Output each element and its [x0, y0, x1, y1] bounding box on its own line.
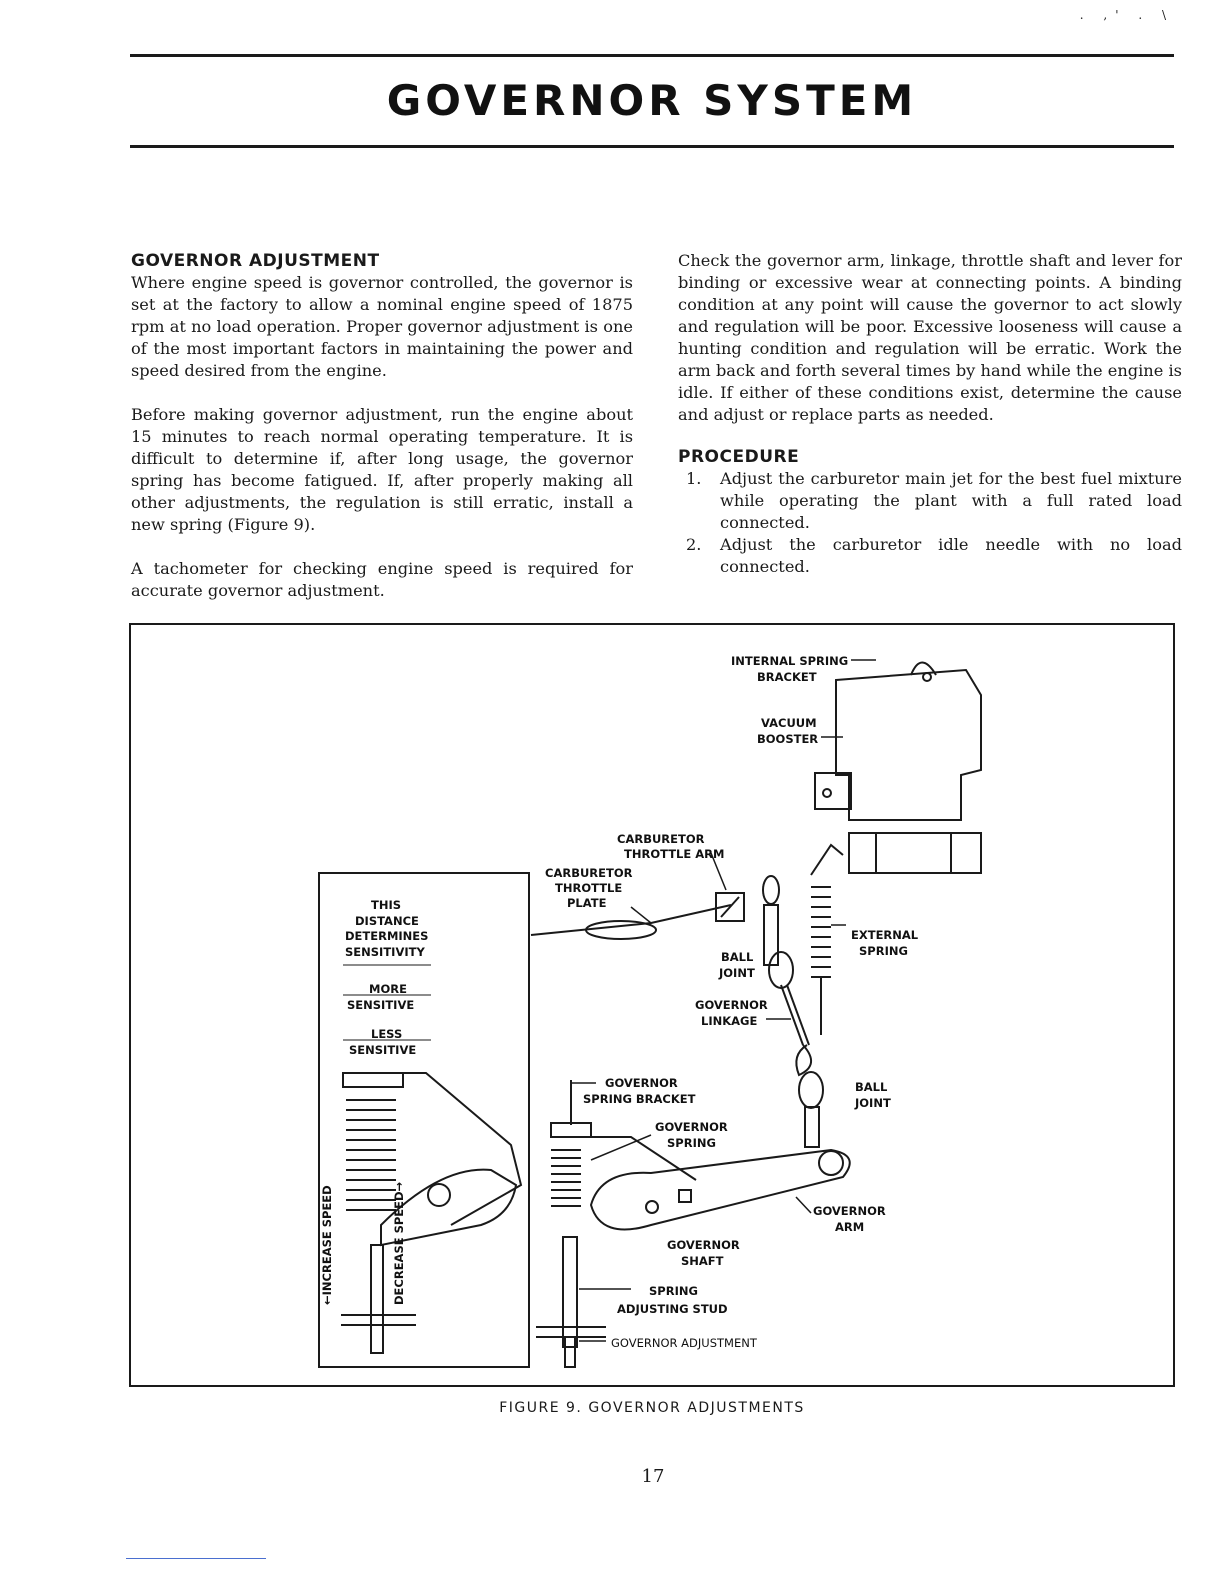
label-gov-shaft-1: GOVERNOR	[667, 1238, 740, 1252]
procedure-heading: PROCEDURE	[678, 447, 800, 467]
title-rule-bottom	[130, 145, 1174, 148]
title-rule-top	[130, 54, 1174, 57]
list-item: 2. Adjust the carburetor idle needle with no load connected.	[686, 535, 1182, 576]
label-gov-spring-1: GOVERNOR	[655, 1120, 728, 1134]
label-stud-2: ADJUSTING STUD	[617, 1302, 728, 1316]
figure-caption: FIGURE 9. GOVERNOR ADJUSTMENTS	[499, 1400, 805, 1416]
label-internal-spring: INTERNAL SPRING	[731, 654, 849, 668]
figure-9	[129, 623, 1175, 1387]
label-carb-arm-1: CARBURETOR	[617, 832, 705, 846]
label-stud-1: SPRING	[649, 1284, 698, 1298]
label-gov-adjustment: GOVERNOR ADJUSTMENT	[611, 1336, 757, 1350]
page-number: 17	[641, 1466, 665, 1487]
footer-line	[126, 1558, 266, 1559]
paragraph: A tachometer for checking engine speed is required for accurate governor adjustment.	[131, 559, 633, 600]
label-carb-plate-1: CARBURETOR	[545, 866, 633, 880]
label-bracket-2: SPRING BRACKET	[583, 1092, 696, 1106]
label-more: MORE	[369, 982, 407, 996]
label-joint-top: JOINT	[719, 966, 755, 980]
left-column	[131, 250, 633, 624]
list-item: 1. Adjust the carburetor main jet for the best fuel mixture while operating the plant with a full rated load connected.	[686, 469, 1182, 532]
governor-diagram	[131, 625, 1177, 1389]
label-increase-speed: ←INCREASE SPEED	[320, 1185, 334, 1305]
label-distance-1: THIS	[371, 898, 402, 912]
label-distance-3: DETERMINES	[345, 929, 429, 943]
label-gov-shaft-2: SHAFT	[681, 1254, 724, 1268]
label-external: EXTERNAL	[851, 928, 919, 942]
label-gov-spring-2: SPRING	[667, 1136, 716, 1150]
label-linkage-2: LINKAGE	[701, 1014, 758, 1028]
label-joint-bottom: JOINT	[855, 1096, 891, 1110]
paragraph: Before making governor adjustment, run the engine about 15 minutes to reach normal operating temperature. It is difficult to determine if, after long usage, the governor spring has become fatigued. If, after properly making all other adjustments, the regulation is still erratic, install a new spring (Figure 9).	[131, 405, 633, 534]
label-carb-plate-2: THROTTLE	[555, 881, 623, 895]
paragraph: Where engine speed is governor controlled, the governor is set at the factory to allow a nominal engine speed of 1875 rpm at no load operation. Proper governor adjustment is one of the most important factors in maintaining the power and speed desired from the engine.	[131, 273, 633, 380]
label-carb-arm-2: THROTTLE ARM	[624, 847, 725, 861]
label-ball-bottom: BALL	[855, 1080, 888, 1094]
right-column	[678, 250, 1182, 578]
label-gov-arm-1: GOVERNOR	[813, 1204, 886, 1218]
paragraph: Check the governor arm, linkage, throttle shaft and lever for binding or excessive wear at connecting points. A binding condition at any point will cause the governor to act slowly and regulation will be poor. Excessive looseness will cause a hunting condition and regulation will be erratic. Work the arm back and forth several times by hand while the engine is idle. If either of these conditions exist, determine the cause and adjust or replace parts as needed.	[678, 251, 1182, 424]
label-carb-plate-3: PLATE	[567, 896, 607, 910]
procedure-list	[678, 468, 1182, 578]
section-heading: GOVERNOR ADJUSTMENT	[131, 251, 380, 271]
label-linkage-1: GOVERNOR	[695, 998, 768, 1012]
label-internal-spring-bracket: BRACKET	[757, 670, 817, 684]
label-gov-arm-2: ARM	[835, 1220, 865, 1234]
label-bracket-1: GOVERNOR	[605, 1076, 678, 1090]
label-distance-2: DISTANCE	[355, 914, 419, 928]
label-external-spring: SPRING	[859, 944, 908, 958]
corner-marks: . ,' . \	[1079, 8, 1174, 22]
label-decrease-speed: DECREASE SPEED→	[392, 1181, 406, 1305]
label-more-sensitive: SENSITIVE	[347, 998, 415, 1012]
label-ball-top: BALL	[721, 950, 754, 964]
label-vacuum: VACUUM	[761, 716, 817, 730]
page-title: GOVERNOR SYSTEM	[386, 76, 918, 125]
label-less: LESS	[371, 1027, 403, 1041]
label-distance-4: SENSITIVITY	[345, 945, 425, 959]
label-booster: BOOSTER	[757, 732, 819, 746]
label-less-sensitive: SENSITIVE	[349, 1043, 417, 1057]
